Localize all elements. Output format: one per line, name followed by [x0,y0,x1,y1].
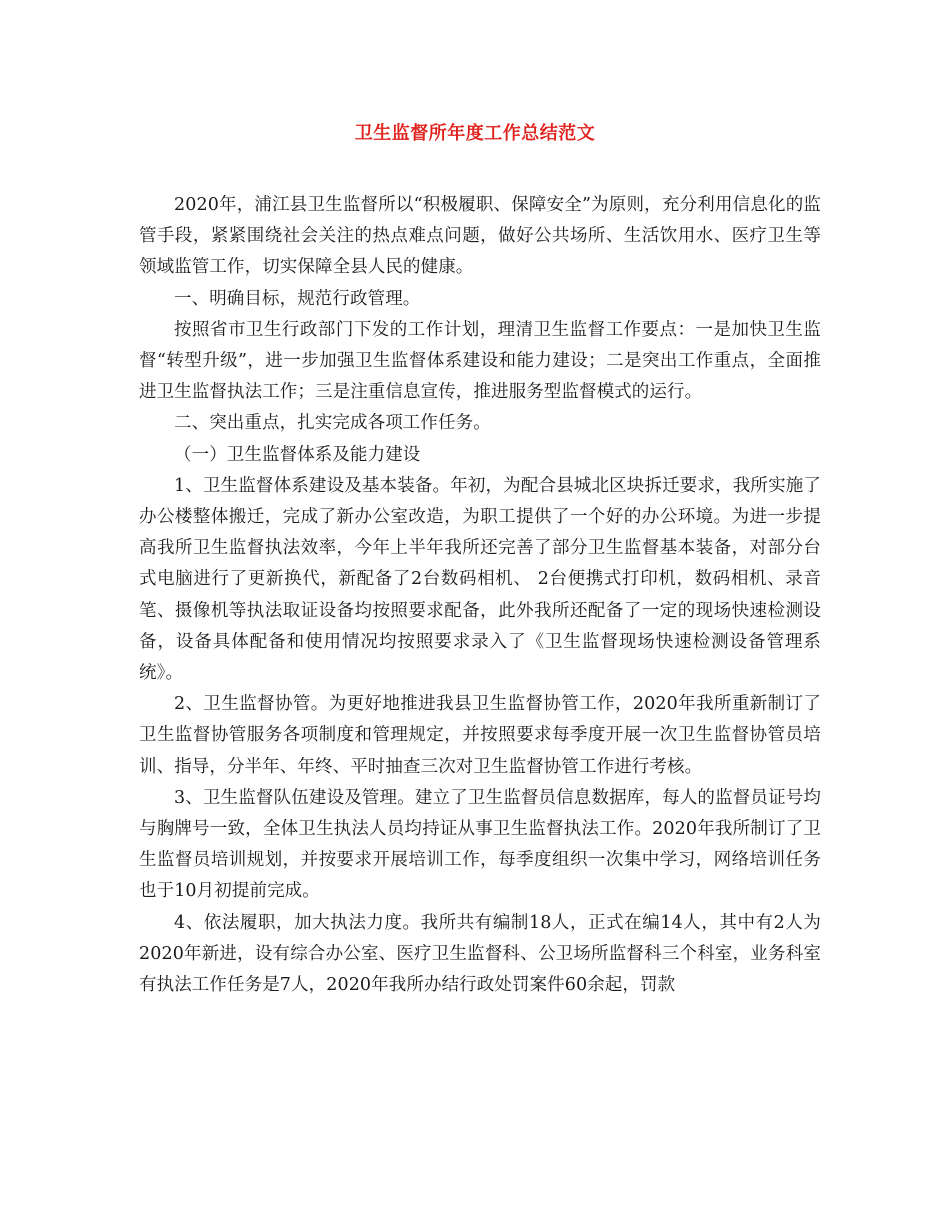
paragraph-item-1: 1、卫生监督体系建设及基本装备。年初，为配合县城北区块拆迁要求，我所实施了办公楼整体搬迁，完成了新办公室改造，为职工提供了一个好的办公环境。为进一步提高我所卫生监督执法效率，今年上半年我所还完善了部分卫生监督基本装备，对部分台式电脑进行了更新换代，新配备了2台数码相机、 2台便携式打印机，数码相机、录音笔、摄像机等执法取证设备均按照要求配备，此外我所还配备了一定的现场快速检测设备，设备具体配备和使用情况均按照要求录入了《卫生监督现场快速检测设备管理系统》。 [139,475,821,684]
document-title: 卫生监督所年度工作总结范文 [354,123,596,144]
heading-section-1: 一、明确目标，规范行政管理。 [174,288,421,309]
heading-section-2: 二、突出重点，扎实完成各项工作任务。 [174,413,491,434]
paragraph-work-plan: 按照省市卫生行政部门下发的工作计划，理清卫生监督工作要点：一是加快卫生监督“转型升级”，进一步加强卫生监督体系建设和能力建设；二是突出工作重点，全面推进卫生监督执法工作；三是注重信息宣传，推进服务型监督模式的运行。 [139,319,821,403]
document-body [139,190,821,1001]
paragraph-item-3: 3、卫生监督队伍建设及管理。建立了卫生监督员信息数据库，每人的监督员证号均与胸牌号一致，全体卫生执法人员均持证从事卫生监督执法工作。2020年我所制订了卫生监督员培训规划，并按要求开展培训工作，每季度组织一次集中学习，网络培训任务也于10月初提前完成。 [139,787,821,902]
paragraph-item-2: 2、卫生监督协管。为更好地推进我县卫生监督协管工作，2020年我所重新制订了卫生监督协管服务各项制度和管理规定，并按照要求每季度开展一次卫生监督协管员培训、指导，分半年、年终、平时抽查三次对卫生监督协管工作进行考核。 [139,694,821,777]
heading-subsection-1: （一）卫生监督体系及能力建设 [174,444,421,465]
paragraph-item-4: 4、依法履职，加大执法力度。我所共有编制18人，正式在编14人，其中有2人为2020年新进，设有综合办公室、医疗卫生监督科、公卫场所监督科三个科室，业务科室有执法工作任务是7人，2020年我所办结行政处罚案件60余起，罚款 [139,912,821,996]
paragraph-intro: 2020年，浦江县卫生监督所以“积极履职、保障安全”为原则，充分利用信息化的监管手段，紧紧围绕社会关注的热点难点问题，做好公共场所、生活饮用水、医疗卫生等领域监管工作，切实保障全县人民的健康。 [139,195,821,278]
